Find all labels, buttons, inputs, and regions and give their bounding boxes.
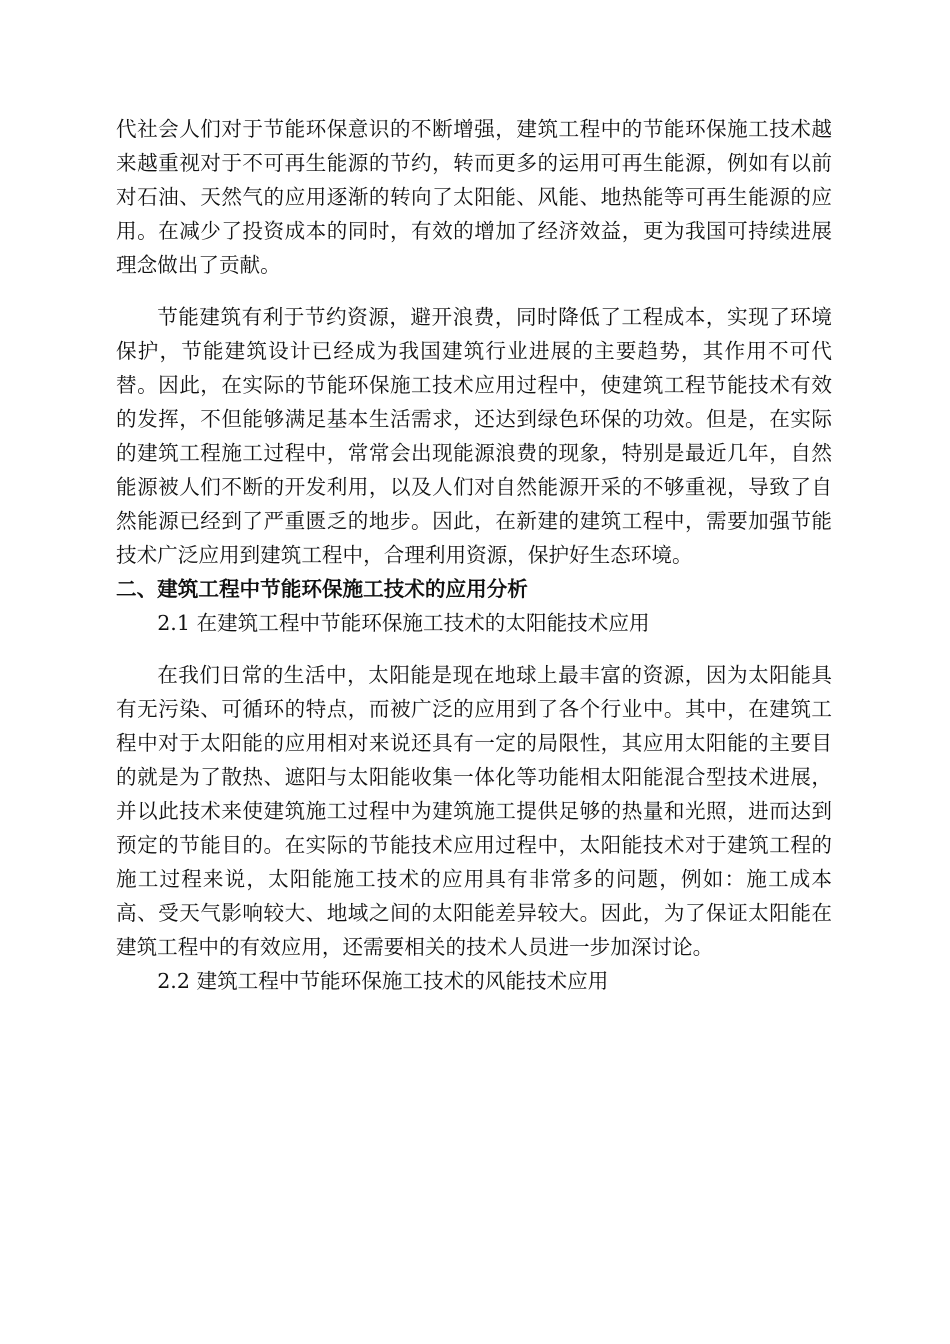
paragraph-solar: 在我们日常的生活中，太阳能是现在地球上最丰富的资源，因为太阳能具有无污染、可循环的特点，而被广泛的应用到了各个行业中。其中，在建筑工程中对于太阳能的应用相对来说还具有一定的局限性，其应用太阳能的主要目的就是为了散热、遮阳与太阳能收集一体化等功能相太阳能混合型技术进展，并以此技术来使建筑施工过程中为建筑施工提供足够的热量和光照，进而达到预定的节能目的。在实际的节能技术应用过程中，太阳能技术对于建筑工程的施工过程来说，太阳能施工技术的应用具有非常多的问题，例如：施工成本高、受天气影响较大、地域之间的太阳能差异较大。因此，为了保证太阳能在建筑工程中的有效应用，还需要相关的技术人员进一步加深讨论。: [116, 663, 832, 959]
subsection-heading-wind: 2.2 建筑工程中节能环保施工技术的风能技术应用: [157, 969, 609, 993]
document-page: [116, 112, 832, 998]
paragraph-energy-saving-buildings: 节能建筑有利于节约资源，避开浪费，同时降低了工程成本，实现了环境保护，节能建筑设计已经成为我国建筑行业进展的主要趋势，其作用不可代替。因此，在实际的节能环保施工技术应用过程中，使建筑工程节能技术有效的发挥，不但能够满足基本生活需求，还达到绿色环保的功效。但是，在实际的建筑工程施工过程中，常常会出现能源浪费的现象，特别是最近几年，自然能源被人们不断的开发利用，以及人们对自然能源开采的不够重视，导致了自然能源已经到了严重匮乏的地步。因此，在新建的建筑工程中，需要加强节能技术广泛应用到建筑工程中，合理利用资源，保护好生态环境。: [116, 305, 832, 567]
paragraph-continuation: 代社会人们对于节能环保意识的不断增强，建筑工程中的节能环保施工技术越来越重视对于不可再生能源的节约，转而更多的运用可再生能源，例如有以前对石油、天然气的应用逐渐的转向了太阳能、风能、地热能等可再生能源的应用。在减少了投资成本的同时，有效的增加了经济效益，更为我国可持续进展理念做出了贡献。: [116, 117, 832, 277]
section-heading: 二、建筑工程中节能环保施工技术的应用分析: [116, 577, 528, 601]
subsection-heading-solar: 2.1 在建筑工程中节能环保施工技术的太阳能技术应用: [157, 611, 650, 635]
